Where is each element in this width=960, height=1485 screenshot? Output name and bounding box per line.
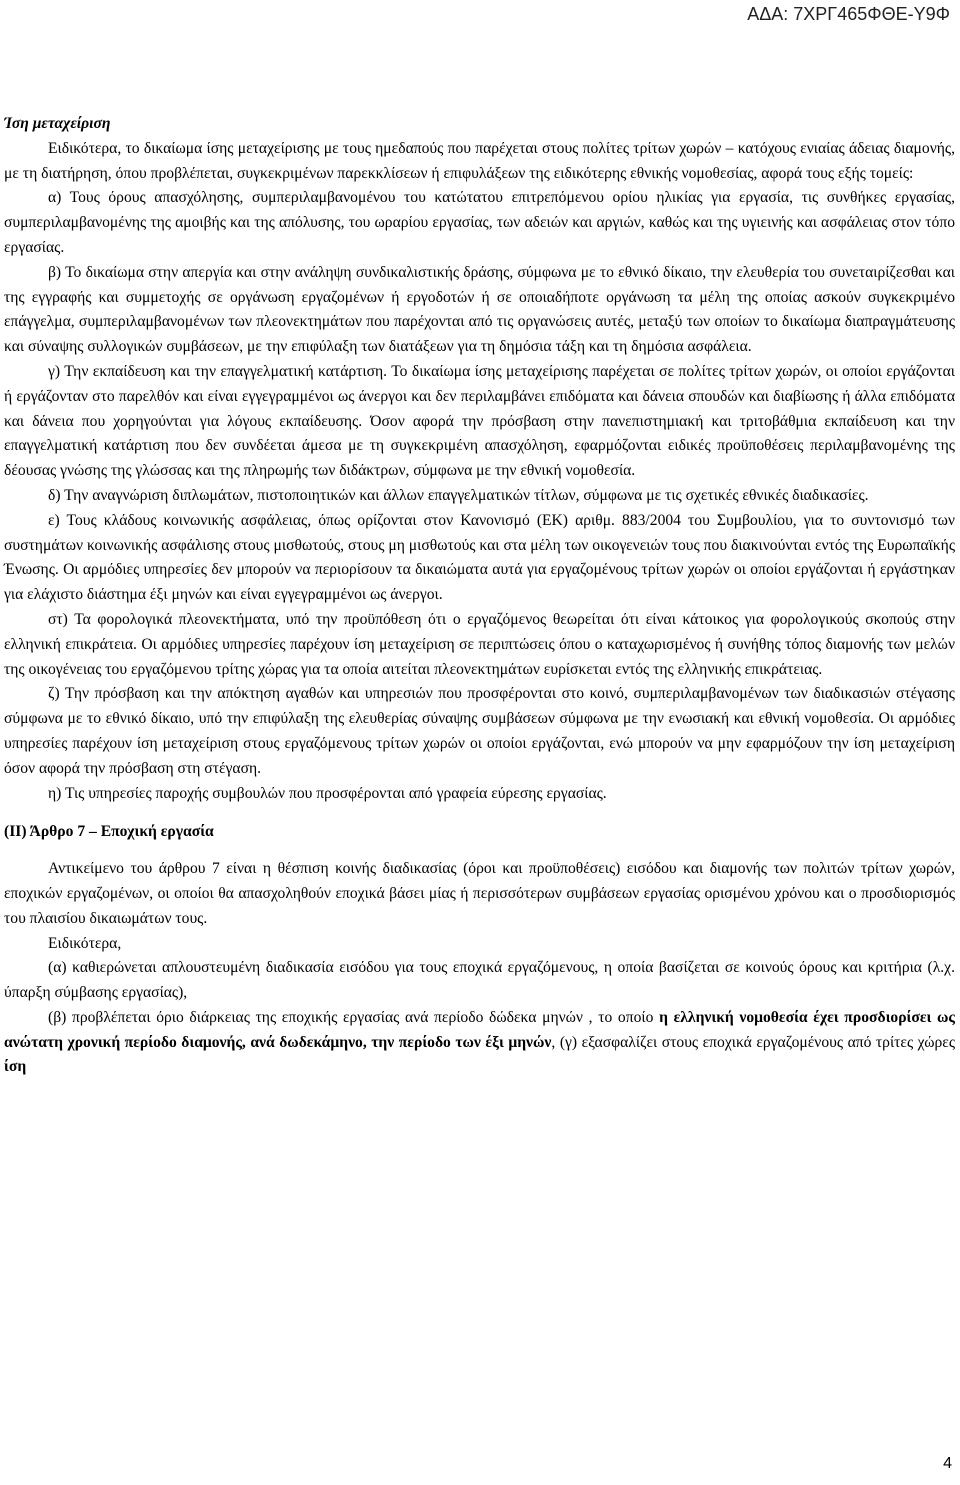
- paragraph: [4, 1006, 955, 1080]
- bold-text: ίση: [4, 1058, 27, 1076]
- spacer: [4, 845, 955, 857]
- bold-text: η ελληνική νομοθεσία έχει προσδιορίσει ως ανώτατη χρονική περίοδο διαμονής, ανά δωδεκάμηνο, την περίοδο των έξι μηνών: [4, 1008, 956, 1051]
- page-number: 4: [943, 1455, 952, 1472]
- paragraph: ζ) Την πρόσβαση και την απόκτηση αγαθών και υπηρεσιών που προσφέρονται στο κοινό, συμπεριλαμβανομένων των διαδικασιών στέγασης σύμφωνα με το εθνικό δίκαιο, υπό την επιφύλαξη της ελευθερίας σύναψης συμβάσεων σύμφωνα με την ενωσιακή και εθνική νομοθεσία. Οι αρμόδιες υπηρεσίες παρέχουν ίση μεταχείριση στους εργαζόμενους τρίτων χωρών οι οποίοι εργάζονται, ενώ μπορούν να μην εφαρμόζουν την ίση μεταχείριση όσον αφορά την πρόσβαση στη στέγαση.: [4, 685, 955, 777]
- paragraph: Ειδικότερα, το δικαίωμα ίσης μεταχείρισης με τους ημεδαπούς που παρέχεται στους πολίτες τρίτων χωρών – κατόχους ενιαίας άδειας διαμονής, με τη διατήρηση, όπου προβλέπεται, συγκεκριμένων παρεκκλίσεων ή επιφυλάξεων της ειδικότερης εθνικής νομοθεσίας, αφορά τους εξής τομείς:: [4, 139, 955, 182]
- paragraph-text: , (γ) εξασφαλίζει στους εποχικά εργαζομένους από τρίτες χώρες: [551, 1033, 956, 1051]
- paragraph-text: (β) προβλέπεται όριο διάρκειας της εποχικής εργασίας ανά περίοδο δώδεκα μηνών , το οποίο: [48, 1008, 660, 1026]
- spacer: [4, 806, 955, 820]
- paragraph: δ) Την αναγνώριση διπλωμάτων, πιστοποιητικών και άλλων επαγγελματικών τίτλων, σύμφωνα με τις σχετικές εθνικές διαδικασίες.: [48, 486, 869, 504]
- paragraph: Ειδικότερα,: [48, 934, 122, 952]
- paragraph: β) Το δικαίωμα στην απεργία και στην ανάληψη συνδικαλιστικής δράσης, σύμφωνα με το εθνικό δίκαιο, την ελευθερία του συνεταιρίζεσθαι και της εγγραφής και συμμετοχής σε οργάνωση εργαζομένων ή εργοδοτών ή σε οποιαδήποτε οργάνωση τα μέλη της οποίας ασκούν συγκεκριμένο επάγγελμα, συμπεριλαμβανομένων των πλεονεκτημάτων που παρέχονται από τις οργανώσεις αυτές, μεταξύ των οποίων το δικαίωμα διαπραγμάτευσης και σύναψης συλλογικών συμβάσεων, με την επιφύλαξη των διατάξεων για τη δημόσια τάξη και τη δημόσια ασφάλεια.: [4, 263, 955, 356]
- ada-code: ΑΔΑ: 7ΧΡΓ465ΦΘΕ-Υ9Φ: [747, 4, 950, 24]
- paragraph: στ) Τα φορολογικά πλεονεκτήματα, υπό την προϋπόθεση ότι ο εργαζόμενος θεωρείται ότι είναι κάτοικος για φορολογικούς σκοπούς στην ελληνική επικράτεια. Οι αρμόδιες υπηρεσίες παρέχουν ίση μεταχείριση σε περιπτώσεις όπου ο καταχωρισμένος ή συνήθης τόπος διαμονής των μελών της οικογένειας του εργαζόμενου τρίτης χώρας για τα οποία αιτείται πλεονεκτημάτων ευρίσκεται εντός της ελληνικής επικράτειας.: [4, 610, 955, 678]
- paragraph: η) Τις υπηρεσίες παροχής συμβουλών που προσφέρονται από γραφεία εύρεσης εργασίας.: [48, 784, 607, 802]
- paragraph: γ) Την εκπαίδευση και την επαγγελματική κατάρτιση. Το δικαίωμα ίσης μεταχείρισης παρέχεται σε πολίτες τρίτων χωρών, οι οποίοι εργάζονται ή εργάζονταν στο παρελθόν και είναι εγγεγραμμένοι ως άνεργοι και δεν περιλαμβάνει επιδόματα και δάνεια σπουδών και διαβίωσης ή άλλα επιδόματα και δάνεια που χορηγούνται για λόγους εκπαίδευσης. Όσον αφορά την πρόσβαση στην πανεπιστημιακή και τριτοβάθμια εκπαίδευση και την επαγγελματική κατάρτιση που δεν συνδέεται άμεσα με τη συγκεκριμένη απασχόληση, εφαρμόζονται ειδικές προϋποθέσεις περιλαμβανομένης της δέουσας γνώσης της γλώσσας και της πληρωμής των διδάκτρων, σύμφωνα με την εθνική νομοθεσία.: [4, 362, 955, 480]
- paragraph: Αντικείμενο του άρθρου 7 είναι η θέσπιση κοινής διαδικασίας (όροι και προϋποθέσεις) εισόδου και διαμονής των πολιτών τρίτων χωρών, εποχικών εργαζομένων, οι οποίοι θα απασχοληθούν εποχικά βάσει μίας ή περισσότερων συμβάσεων εργασίας ορισμένου χρόνου και ο προσδιορισμός του πλαισίου δικαιωμάτων τους.: [4, 860, 955, 927]
- section-title: Ίση μεταχείριση: [4, 115, 111, 132]
- paragraph: (α) καθιερώνεται απλουστευμένη διαδικασία εισόδου για τους εποχικά εργαζόμενους, η οποία βασίζεται σε κοινούς όρους και κριτήρια (λ.χ. ύπαρξη σύμβασης εργασίας),: [4, 959, 955, 1002]
- section-title: (ΙΙ) Άρθρο 7 – Εποχική εργασία: [4, 823, 214, 841]
- document-body: [4, 112, 955, 1080]
- paragraph: ε) Τους κλάδους κοινωνικής ασφάλειας, όπως ορίζονται στον Κανονισμό (ΕΚ) αριθμ. 883/2004 του Συμβουλίου, για το συντονισμό των συστημάτων κοινωνικής ασφάλισης στους μισθωτούς, στους μη μισθωτούς και στα μέλη των οικογενειών τους που διακινούνται εντός της Ευρωπαϊκής Ένωσης. Οι αρμόδιες υπηρεσίες δεν μπορούν να περιορίσουν τα δικαιώματα αυτά για εργαζομένους τρίτων χωρών οι οποίοι εργάζονται ή εργάστηκαν για ελάχιστο διάστημα έξι μηνών και είναι εγγεγραμμένοι ως άνεργοι.: [4, 511, 955, 604]
- paragraph: α) Τους όρους απασχόλησης, συμπεριλαμβανομένου του κατώτατου επιτρεπόμενου ορίου ηλικίας για εργασία, τις συνθήκες εργασίας, συμπεριλαμβανομένης της αμοιβής και της απόλυσης, του ωραρίου εργασίας, των αδειών και αργιών, καθώς και της υγιεινής και ασφάλειας στον τόπο εργασίας.: [4, 189, 955, 256]
